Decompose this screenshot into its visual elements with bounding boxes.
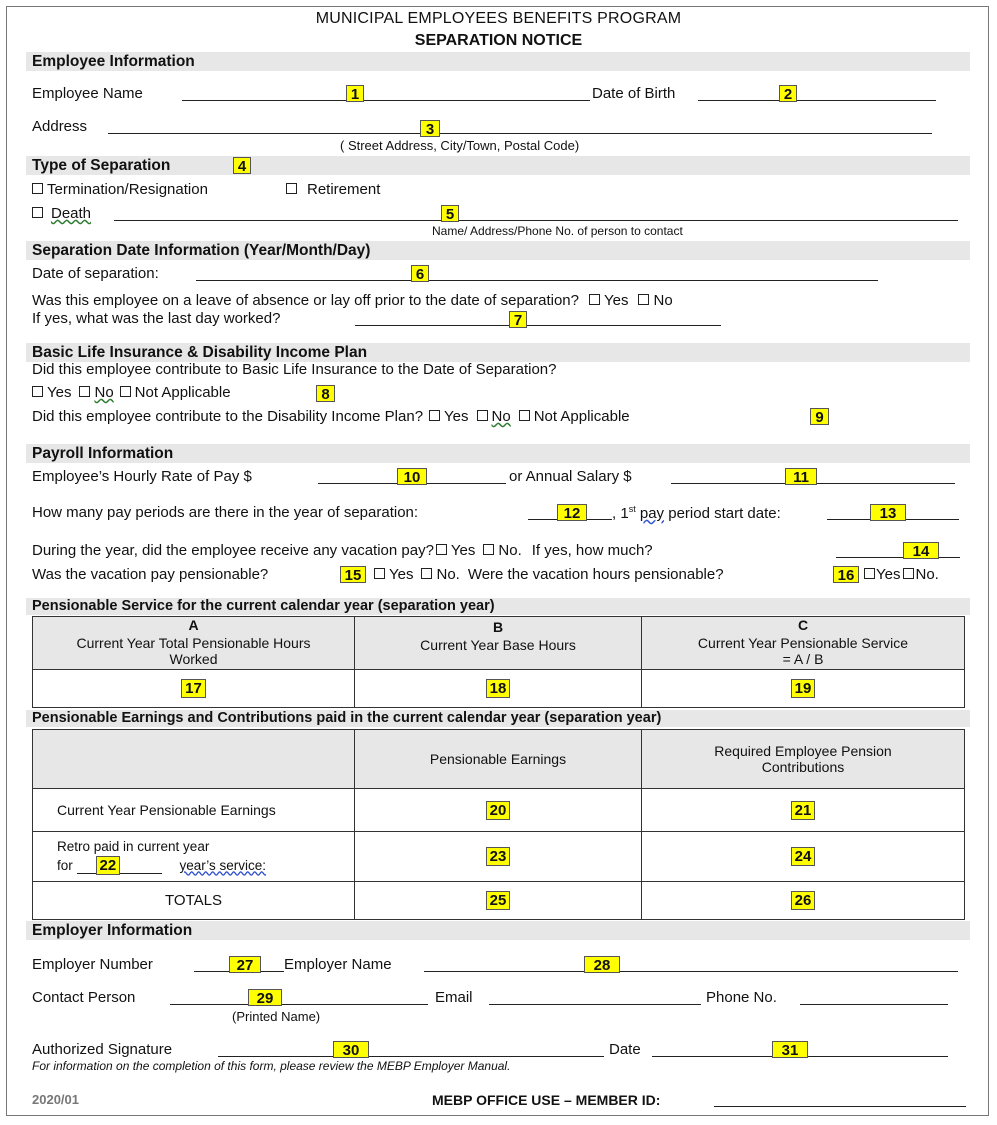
- field-marker-11: 11: [785, 468, 817, 485]
- field-marker-13: 13: [870, 504, 906, 521]
- retro-earnings-value[interactable]: [355, 832, 642, 882]
- field-marker-3: 3: [420, 120, 440, 137]
- col-b-header: B Current Year Base Hours: [355, 617, 642, 670]
- checkbox-vacation-no[interactable]: [483, 544, 494, 555]
- field-marker-15: 15: [340, 566, 366, 583]
- signature-label: Authorized Signature: [32, 1041, 173, 1058]
- field-marker-4: 4: [233, 157, 251, 174]
- vacation-hours-options: Yes No.: [864, 566, 939, 583]
- field-marker-21: 21: [791, 801, 816, 820]
- checkbox-death[interactable]: [32, 207, 43, 218]
- address-label: Address: [32, 118, 88, 135]
- separation-date-label: Date of separation:: [32, 265, 159, 282]
- field-marker-25: 25: [486, 891, 511, 910]
- table-row: [33, 789, 965, 832]
- earnings-table: [32, 729, 965, 920]
- field-marker-16: 16: [833, 566, 859, 583]
- last-day-label: If yes, what was the last day worked?: [32, 310, 281, 327]
- field-marker-30: 30: [333, 1041, 369, 1058]
- field-marker-29: 29: [248, 989, 282, 1006]
- col-b-value[interactable]: [355, 670, 642, 708]
- col-c-value[interactable]: [642, 670, 965, 708]
- section-employee-information: Employee Information: [26, 52, 970, 71]
- earnings-header-contributions: Required Employee Pension Contributions: [642, 730, 965, 789]
- member-id-field[interactable]: [714, 1106, 966, 1107]
- totals-earnings-value[interactable]: [355, 882, 642, 920]
- section-separation-date: Separation Date Information (Year/Month/Day): [26, 241, 970, 260]
- program-title: MUNICIPAL EMPLOYEES BENEFITS PROGRAM: [315, 10, 682, 27]
- col-c-header: C Current Year Pensionable Service = A / B: [642, 617, 965, 670]
- checkbox-disability-yes[interactable]: [429, 410, 440, 421]
- field-marker-2: 2: [779, 85, 797, 102]
- checkbox-pensionable-no[interactable]: [421, 568, 432, 579]
- insurance-question-1: Did this employee contribute to Basic Life Insurance to the Date of Separation?: [32, 361, 557, 378]
- field-marker-8: 8: [316, 385, 335, 402]
- pensionable-service-table: [32, 616, 965, 708]
- contact-person-hint: (Printed Name): [232, 1009, 321, 1024]
- address-field[interactable]: [108, 133, 932, 134]
- checkbox-disability-na[interactable]: [519, 410, 530, 421]
- field-marker-19: 19: [791, 679, 816, 698]
- section-employer-information: Employer Information: [26, 921, 970, 940]
- checkbox-retirement[interactable]: [286, 183, 297, 194]
- last-day-field[interactable]: [355, 325, 721, 326]
- insurance-question-2: Did this employee contribute to the Disability Income Plan? Yes No Not Applicable: [32, 408, 630, 425]
- form-version: 2020/01: [32, 1092, 79, 1107]
- checkbox-vacation-yes[interactable]: [436, 544, 447, 555]
- field-marker-27: 27: [229, 956, 261, 973]
- vacation-pensionable-question: Was the vacation pay pensionable?: [32, 566, 269, 583]
- table-row: [33, 832, 965, 882]
- checkbox-hours-yes[interactable]: [864, 568, 875, 579]
- col-a-header: A Current Year Total Pensionable Hours Worked: [33, 617, 355, 670]
- field-marker-31: 31: [772, 1041, 808, 1058]
- field-marker-5: 5: [441, 205, 459, 222]
- totals-contributions-value[interactable]: [642, 882, 965, 920]
- section-pensionable-service: Pensionable Service for the current calendar year (separation year): [26, 598, 970, 615]
- employer-name-label: Employer Name: [284, 956, 392, 973]
- checkbox-leave-no[interactable]: [638, 294, 649, 305]
- first-period-label: , 1st pay period start date:: [612, 504, 781, 522]
- col-a-value[interactable]: [33, 670, 355, 708]
- field-marker-17: 17: [181, 679, 206, 698]
- checkbox-life-na[interactable]: [120, 386, 131, 397]
- row-totals-label: TOTALS: [33, 882, 355, 920]
- table-row: [33, 882, 965, 920]
- vacation-amount-field[interactable]: [836, 557, 960, 558]
- field-marker-7: 7: [509, 311, 527, 328]
- pay-periods-label: How many pay periods are there in the year of separation:: [32, 504, 419, 521]
- checkbox-leave-yes[interactable]: [589, 294, 600, 305]
- manual-note: For information on the completion of this form, please review the MEBP Employer Manual.: [32, 1059, 511, 1073]
- section-type-of-separation: Type of Separation: [26, 156, 970, 175]
- employee-name-label: Employee Name: [32, 85, 143, 102]
- field-marker-6: 6: [411, 265, 429, 282]
- field-marker-14: 14: [903, 542, 939, 559]
- field-marker-10: 10: [397, 468, 427, 485]
- employer-name-field[interactable]: [424, 971, 958, 972]
- current-contributions-value[interactable]: [642, 789, 965, 832]
- contact-person-field[interactable]: [170, 1004, 428, 1005]
- checkbox-disability-no[interactable]: [477, 410, 488, 421]
- death-contact-field[interactable]: [114, 220, 958, 221]
- section-insurance: Basic Life Insurance & Disability Income Plan: [26, 343, 970, 362]
- dob-label: Date of Birth: [592, 85, 676, 102]
- vacation-pay-question: During the year, did the employee receive any vacation pay? Yes No. If yes, how much?: [32, 542, 653, 559]
- section-pensionable-earnings: Pensionable Earnings and Contributions paid in the current calendar year (separation year): [26, 710, 970, 727]
- retro-contributions-value[interactable]: [642, 832, 965, 882]
- leave-question: Was this employee on a leave of absence or lay off prior to the date of separation? Yes No: [32, 292, 673, 309]
- checkbox-pensionable-yes[interactable]: [374, 568, 385, 579]
- phone-label: Phone No.: [706, 989, 777, 1006]
- earnings-header-blank: [33, 730, 355, 789]
- checkbox-life-no[interactable]: [79, 386, 90, 397]
- field-marker-28: 28: [584, 956, 620, 973]
- contact-person-label: Contact Person: [32, 989, 136, 1006]
- row-current-earnings-label: Current Year Pensionable Earnings: [33, 789, 355, 832]
- field-marker-20: 20: [486, 801, 511, 820]
- field-marker-24: 24: [791, 847, 816, 866]
- address-hint: ( Street Address, City/Town, Postal Code): [340, 138, 580, 153]
- section-payroll: Payroll Information: [26, 444, 970, 463]
- employer-number-label: Employer Number: [32, 956, 153, 973]
- checkbox-life-yes[interactable]: [32, 386, 43, 397]
- field-marker-22: 22: [96, 856, 121, 875]
- field-marker-23: 23: [486, 847, 511, 866]
- earnings-header-earnings: Pensionable Earnings: [355, 730, 642, 789]
- option-death[interactable]: Death: [32, 205, 91, 222]
- option-termination[interactable]: Termination/Resignation: [32, 181, 208, 198]
- death-contact-hint: Name/ Address/Phone No. of person to contact: [432, 224, 683, 238]
- field-marker-1: 1: [346, 85, 364, 102]
- employee-name-field[interactable]: [182, 100, 590, 101]
- checkbox-termination[interactable]: [32, 183, 43, 194]
- field-marker-18: 18: [486, 679, 511, 698]
- separation-date-field[interactable]: [196, 280, 878, 281]
- vacation-pensionable-options: Yes No. Were the vacation hours pensionable?: [374, 566, 724, 583]
- row-retro-label: Retro paid in current year for 22 year’s service:: [33, 832, 355, 882]
- checkbox-hours-no[interactable]: [903, 568, 914, 579]
- email-field[interactable]: [489, 1004, 701, 1005]
- signature-date-label: Date: [609, 1041, 641, 1058]
- email-label: Email: [435, 989, 473, 1006]
- option-retirement[interactable]: Retirement: [286, 181, 380, 198]
- signature-field[interactable]: [218, 1056, 604, 1057]
- annual-salary-label: or Annual Salary $: [509, 468, 632, 485]
- office-use-label: MEBP OFFICE USE – MEMBER ID:: [432, 1092, 661, 1108]
- field-marker-9: 9: [810, 408, 829, 425]
- insurance-options-1: Yes No Not Applicable: [32, 384, 231, 401]
- phone-field[interactable]: [800, 1004, 948, 1005]
- current-earnings-value[interactable]: [355, 789, 642, 832]
- field-marker-26: 26: [791, 891, 816, 910]
- field-marker-12: 12: [557, 504, 587, 521]
- form-title: SEPARATION NOTICE: [414, 32, 583, 49]
- dob-field[interactable]: [698, 100, 936, 101]
- hourly-rate-label: Employee’s Hourly Rate of Pay $: [32, 468, 252, 485]
